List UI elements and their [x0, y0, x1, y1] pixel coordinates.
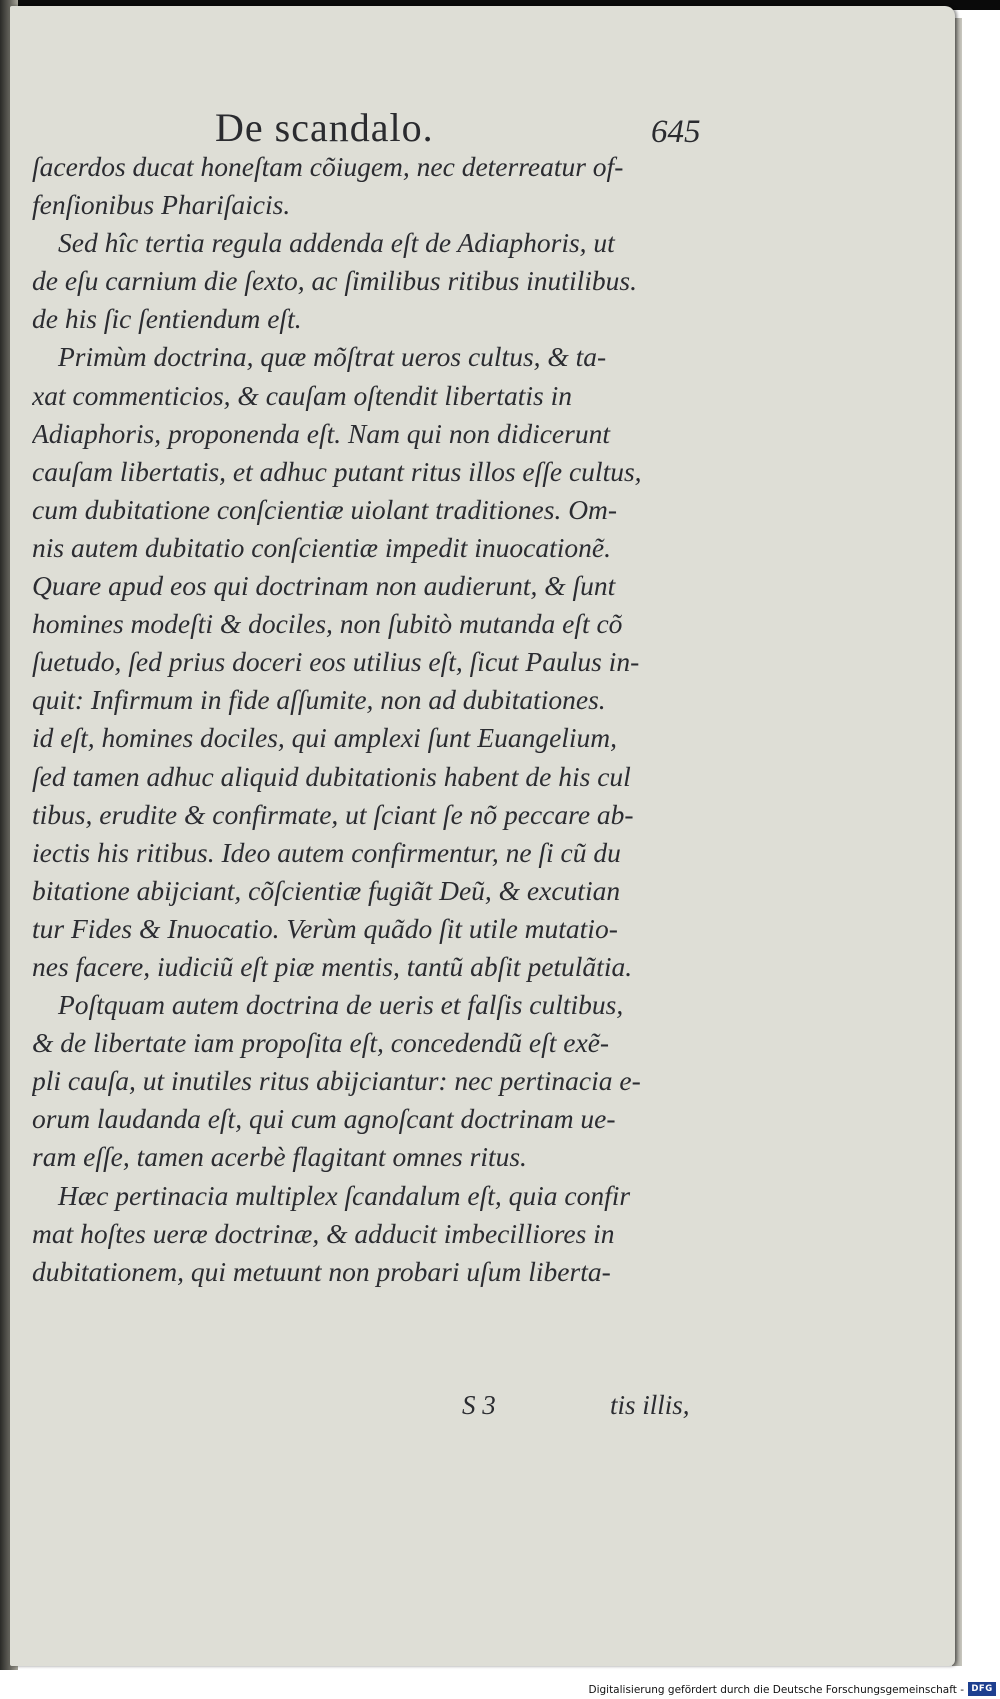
- signature-line: [10, 1385, 955, 1425]
- text-line: Adiaphoris, proponenda eſt. Nam qui non didicerunt: [32, 417, 610, 449]
- text-line: pli cauſa, ut inutiles ritus abijciantur: nec pertinacia e-: [32, 1065, 641, 1097]
- text-line: id eſt, homines dociles, qui amplexi ſunt Euangelium,: [32, 722, 618, 754]
- body-text: [32, 148, 682, 1291]
- text-line: Quare apud eos qui doctrinam non audierunt, & ſunt: [32, 570, 616, 602]
- text-line: cauſam libertatis, et adhuc putant ritus illos eſſe cultus,: [32, 455, 642, 487]
- text-line: Hæc pertinacia multiplex ſcandalum eſt, quia confir: [58, 1179, 631, 1211]
- text-line: ram eſſe, tamen acerbè flagitant omnes ritus.: [32, 1141, 527, 1173]
- text-line: iectis his ritibus. Ideo autem confirmentur, ne ſi cũ du: [32, 836, 621, 868]
- text-line: tibus, erudite & confirmate, ut ſciant ſe nõ peccare ab-: [32, 798, 634, 830]
- text-line: Poſtquam autem doctrina de ueris et falſis cultibus,: [58, 989, 624, 1021]
- text-line: nes facere, iudiciũ eſt piæ mentis, tantũ abſit petulãtia.: [32, 950, 633, 982]
- text-line: ſacerdos ducat honeſtam cõiugem, nec deterreatur of-: [32, 151, 624, 182]
- text-line: Sed hîc tertia regula addenda eſt de Adiaphoris, ut: [58, 227, 615, 259]
- text-line: dubitationem, qui metuunt non probari uſum liberta-: [32, 1255, 611, 1287]
- signature-mark: S 3: [462, 1390, 496, 1420]
- digitization-footer: [0, 1670, 1000, 1699]
- funding-credit: Digitalisierung gefördert durch die Deutsche Forschungsgemeinschaft -: [588, 1684, 964, 1696]
- text-line: de his ſic ſentiendum eſt.: [32, 303, 302, 335]
- text-line: nis autem dubitatio conſcientiæ impedit inuocationẽ.: [32, 531, 611, 563]
- running-head: De scandalo.: [215, 105, 434, 150]
- text-line: bitatione abijciant, cõſcientiæ fugiãt Deũ, & excutian: [32, 874, 621, 906]
- text-line: mat hoſtes ueræ doctrinæ, & adducit imbecilliores in: [32, 1217, 615, 1249]
- catchword: tis illis,: [610, 1390, 690, 1420]
- book-page: [10, 6, 955, 1666]
- dfg-logo: DFG: [968, 1682, 996, 1696]
- text-line: quit: Infirmum in fide aſſumite, non ad dubitationes.: [32, 684, 606, 716]
- text-line: & de libertate iam propoſita eſt, concedendũ eſt exẽ-: [32, 1027, 610, 1059]
- text-line: homines modeſti & dociles, non ſubitò mutanda eſt cõ: [32, 608, 623, 640]
- text-line: xat commenticios, & cauſam oſtendit libertatis in: [32, 379, 572, 411]
- text-line: ſuetudo, ſed prius doceri eos utilius eſt, ſicut Paulus in-: [32, 646, 640, 678]
- text-line: ſed tamen adhuc aliquid dubitationis habent de his cul: [32, 760, 631, 792]
- text-line: orum laudanda eſt, qui cum agnoſcant doctrinam ue-: [32, 1103, 616, 1135]
- page-number: 645: [651, 114, 701, 150]
- text-line: de eſu carnium die ſexto, ac ſimilibus ritibus inutilibus.: [32, 265, 637, 297]
- text-line: fenſionibus Phariſaicis.: [32, 189, 291, 221]
- text-line: Primùm doctrina, quæ mõſtrat ueros cultus, & ta-: [58, 341, 607, 373]
- text-line: cum dubitatione conſcientiæ uiolant traditiones. Om-: [32, 493, 618, 525]
- text-line: tur Fides & Inuocatio. Verùm quãdo ſit utile mutatio-: [32, 912, 618, 944]
